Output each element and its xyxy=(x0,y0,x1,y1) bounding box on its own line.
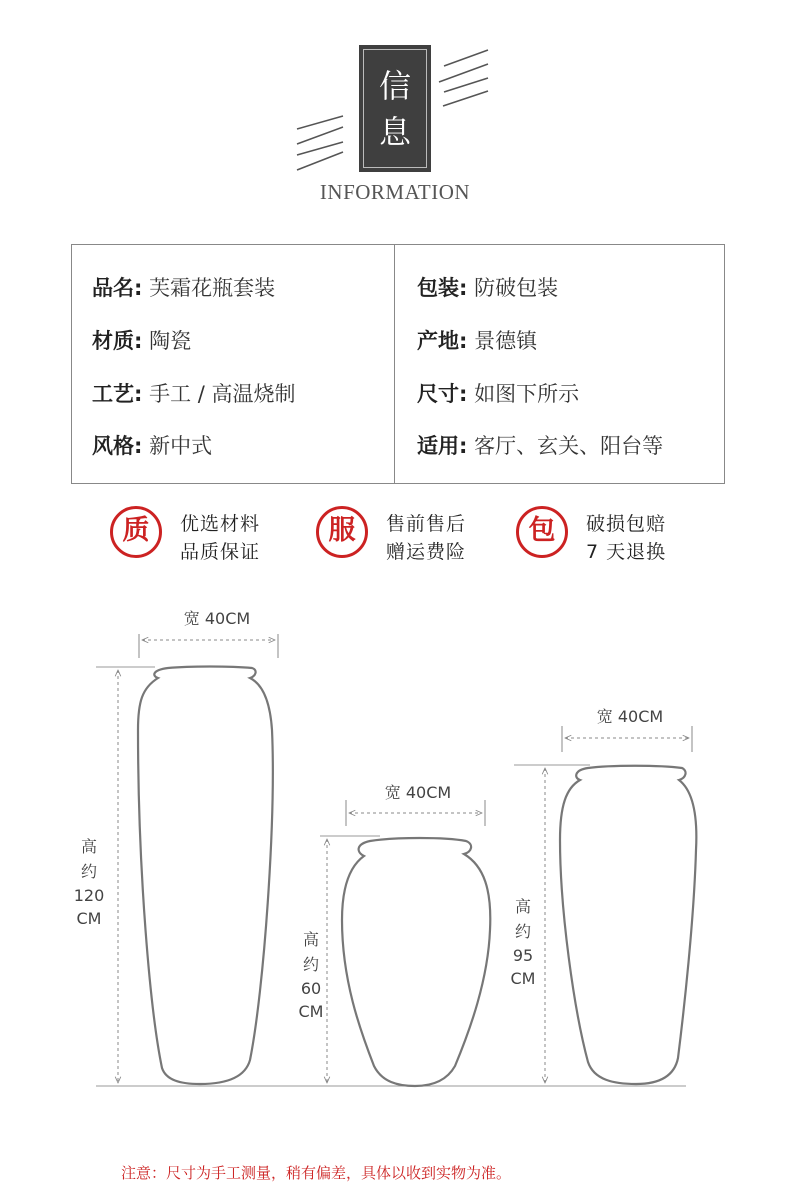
service-seal-icon: 服 xyxy=(316,506,368,558)
package-seal-icon: 包 xyxy=(516,506,568,558)
vase-short-height-label-1: 高 xyxy=(302,930,320,949)
vase-medium-height-label-1: 高 xyxy=(514,897,532,916)
section-subtitle: INFORMATION xyxy=(319,180,471,204)
vase-short-outline xyxy=(342,838,490,1086)
info-value: 如图下所示 xyxy=(474,382,580,406)
vase-tall-height-label-3: 120 xyxy=(73,886,105,905)
vase-short-height-label-4: CM xyxy=(298,1002,324,1021)
info-item-usage xyxy=(417,431,663,461)
vase-tall-width-label: 宽 40CM xyxy=(183,609,251,628)
info-separator: : xyxy=(134,329,143,353)
info-value: 景德镇 xyxy=(474,329,538,353)
badge-line: 优选材料 xyxy=(180,513,261,535)
info-separator: : xyxy=(459,276,468,300)
info-value: 芙霜花瓶套装 xyxy=(149,276,276,300)
info-value: 客厅、玄关、阳台等 xyxy=(474,434,664,458)
info-separator: : xyxy=(134,382,143,406)
vase-tall-height-label-1: 高 xyxy=(80,837,98,856)
info-key: 尺寸 xyxy=(417,382,459,406)
vase-medium-height-label-3: 95 xyxy=(512,946,534,965)
badge-line: 破损包赔 xyxy=(586,513,667,535)
title-block xyxy=(359,45,431,172)
badge-text xyxy=(586,510,666,566)
info-key: 工艺 xyxy=(92,382,134,406)
info-table-divider xyxy=(394,244,395,484)
measurement-note: 注意：尺寸为手工测量，稍有偏差，具体以收到实物为准。 xyxy=(121,1164,512,1182)
info-separator: : xyxy=(459,434,468,458)
info-key: 包装 xyxy=(417,276,459,300)
vase-tall-height-label-4: CM xyxy=(76,909,102,928)
info-key: 风格 xyxy=(92,434,134,458)
vase-dimension-diagram xyxy=(0,590,790,1110)
info-separator: : xyxy=(459,382,468,406)
vase-short-height-label-3: 60 xyxy=(300,979,322,998)
vase-tall-height-label-2: 约 xyxy=(80,862,98,881)
vase-tall-outline xyxy=(138,667,273,1085)
vase-tall xyxy=(74,609,278,1084)
info-item-craft xyxy=(92,379,296,409)
badge-text xyxy=(386,510,466,566)
title-char-2: 息 xyxy=(378,113,411,151)
info-separator: : xyxy=(134,434,143,458)
title-inner-frame xyxy=(363,49,427,168)
vase-short-height-label-2: 约 xyxy=(302,955,320,974)
info-item-material xyxy=(92,326,191,356)
info-item-origin xyxy=(417,326,537,356)
info-separator: : xyxy=(134,276,143,300)
badge-line: 赠运费险 xyxy=(386,541,467,563)
info-value: 新中式 xyxy=(149,434,213,458)
vase-short xyxy=(299,783,491,1086)
info-key: 品名 xyxy=(92,276,134,300)
vase-medium-width-label: 宽 40CM xyxy=(596,707,664,726)
title-char-1: 信 xyxy=(378,67,411,105)
vase-medium xyxy=(511,707,697,1084)
vase-medium-height-label-2: 约 xyxy=(514,922,532,941)
badge-line: 售前售后 xyxy=(386,513,467,535)
badge-line: 7 天退换 xyxy=(586,541,667,563)
info-separator: : xyxy=(459,329,468,353)
badge-text xyxy=(180,510,260,566)
info-value: 陶瓷 xyxy=(149,329,192,353)
info-item-name xyxy=(92,273,275,303)
info-value: 防破包装 xyxy=(474,276,559,300)
vase-medium-height-label-4: CM xyxy=(510,969,536,988)
info-key: 产地 xyxy=(417,329,459,353)
info-key: 材质 xyxy=(92,329,134,353)
quality-seal-icon: 质 xyxy=(110,506,162,558)
info-item-packaging xyxy=(417,273,558,303)
vase-medium-outline xyxy=(560,766,696,1084)
info-item-size xyxy=(417,379,579,409)
vase-short-width-label: 宽 40CM xyxy=(384,783,452,802)
info-key: 适用 xyxy=(417,434,459,458)
info-item-style xyxy=(92,431,212,461)
badge-line: 品质保证 xyxy=(180,541,261,563)
info-value: 手工 / 高温烧制 xyxy=(149,382,296,406)
